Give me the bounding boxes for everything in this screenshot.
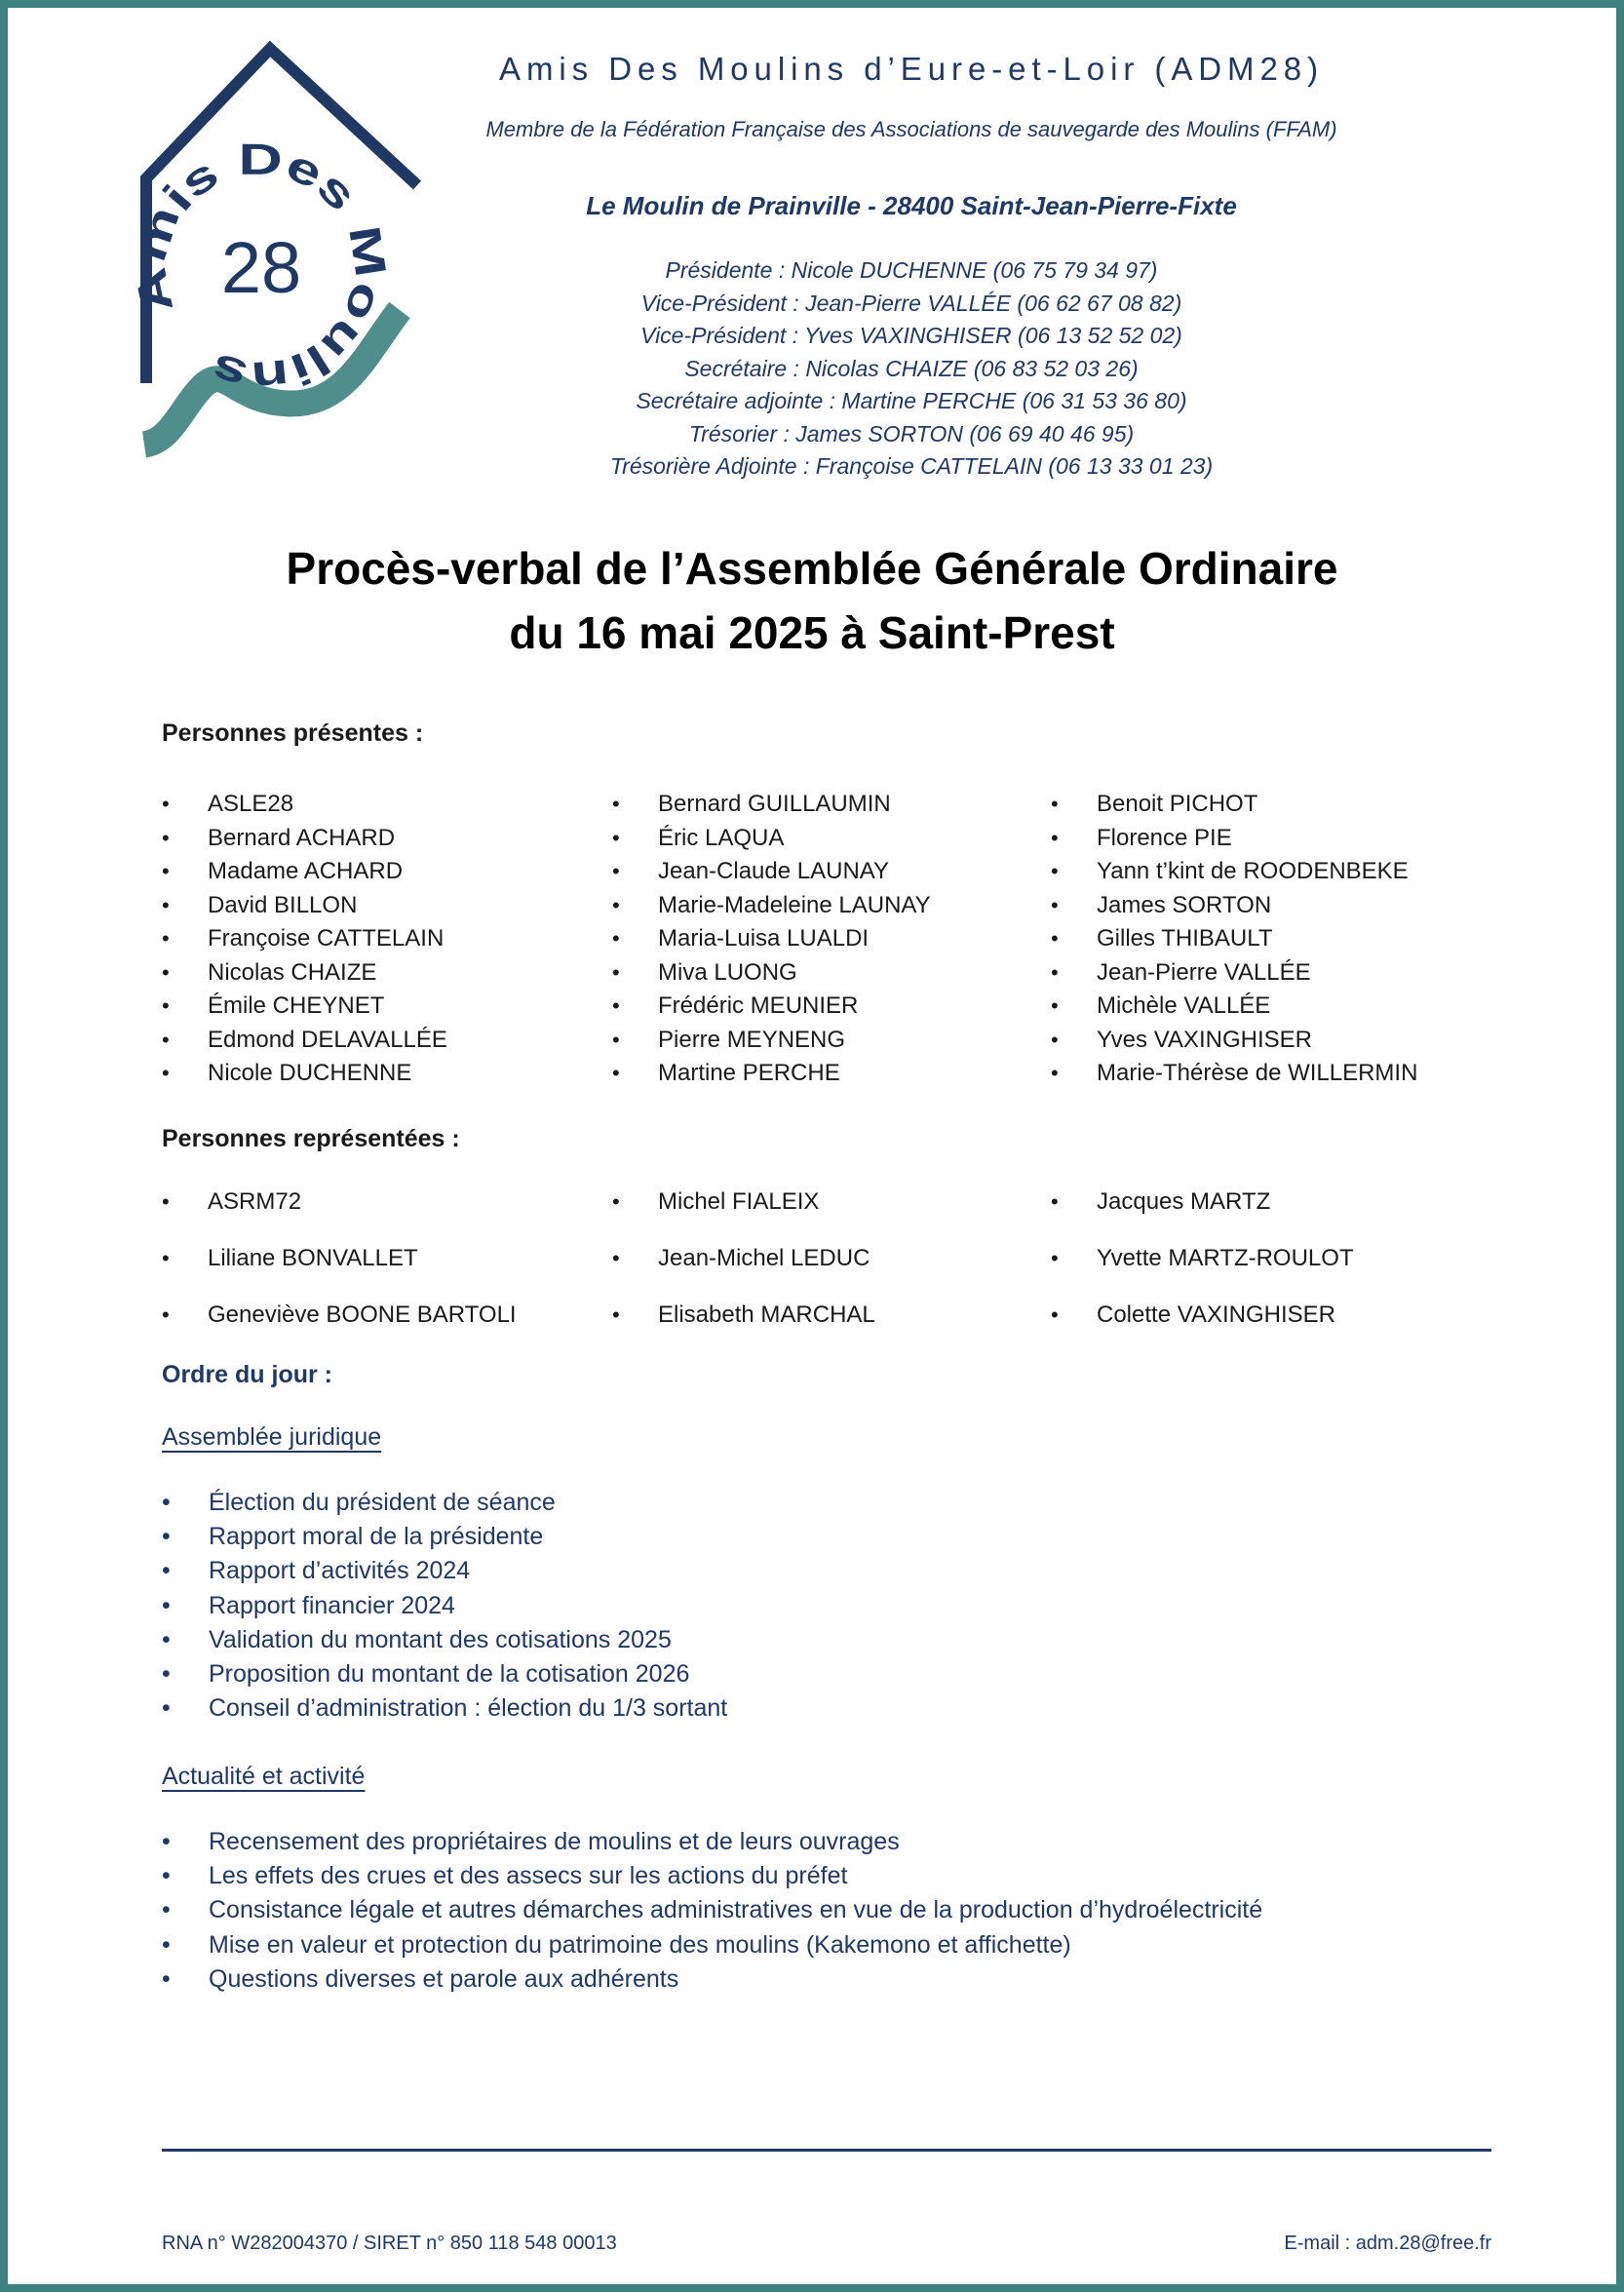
attendees-column-3 (1051, 788, 1517, 1091)
org-address: Le Moulin de Prainville - 28400 Saint-Jean-Pierre-Fixte (586, 191, 1237, 220)
document-title-line2: du 16 mai 2025 à Saint-Prest (509, 607, 1115, 658)
agenda-item: • Rapport financier 2024 (162, 1589, 727, 1623)
attendee: • Nicolas CHAIZE (162, 956, 612, 991)
attendees-column-1 (162, 788, 612, 1091)
agenda-section-title-juridique: Assemblée juridique (162, 1423, 382, 1451)
agenda-item: • Consistance légale et autres démarches administratives en vue de la production d’hydroélectricité (162, 1893, 1262, 1927)
agenda-heading: Ordre du jour : (162, 1361, 332, 1388)
agenda-list-actualite (162, 1825, 1262, 1997)
represented-person: • ASRM72 (162, 1174, 612, 1230)
represented-person: • Liliane BONVALLET (162, 1230, 612, 1287)
agenda-item: • Proposition du montant de la cotisation 2026 (162, 1657, 727, 1691)
represented-column-3 (1051, 1174, 1517, 1343)
agenda-item: • Élection du président de séance (162, 1486, 727, 1520)
footer-registration: RNA n° W282004370 / SIRET n° 850 118 548 00013 (162, 2233, 617, 2254)
represented-person: • Michel FIALEIX (612, 1174, 1051, 1230)
officer-line: Vice-Président : Yves VAXINGHISER (06 13 52 52 02) (640, 323, 1182, 348)
attendee: • ASLE28 (162, 788, 612, 822)
attendee: • Martine PERCHE (612, 1057, 1051, 1091)
officer-line: Trésorier : James SORTON (06 69 40 46 95) (688, 420, 1135, 447)
represented-heading: Personnes représentées : (162, 1125, 460, 1152)
agenda-list-juridique (162, 1486, 727, 1726)
attendee: • Gilles THIBAULT (1051, 922, 1517, 956)
officer-line: Secrétaire : Nicolas CHAIZE (06 83 52 03 26) (684, 355, 1139, 381)
attendee: • Yves VAXINGHISER (1051, 1024, 1517, 1058)
logo-center-number: 28 (220, 227, 302, 308)
document-title (8, 536, 1616, 665)
agenda-item: • Validation du montant des cotisations 2025 (162, 1623, 727, 1657)
officer-line: Trésorière Adjointe : Françoise CATTELAIN (06 13 33 01 23) (609, 453, 1214, 479)
agenda-item: • Conseil d’administration : élection du 1/3 sortant (162, 1691, 727, 1726)
attendee: • Nicole DUCHENNE (162, 1057, 612, 1091)
attendee: • Benoit PICHOT (1051, 788, 1517, 822)
footer-divider (162, 2149, 1491, 2152)
attendee: • Jean-Pierre VALLÉE (1051, 956, 1517, 991)
represented-person: • Colette VAXINGHISER (1051, 1287, 1517, 1343)
attendee: • Edmond DELAVALLÉE (162, 1024, 612, 1058)
represented-person: • Yvette MARTZ-ROULOT (1051, 1230, 1517, 1287)
attendees-column-2 (612, 788, 1051, 1091)
officer-line: Présidente : Nicole DUCHENNE (06 75 79 34 97) (665, 257, 1158, 283)
attendee: • David BILLON (162, 889, 612, 923)
represented-column-1 (162, 1174, 612, 1343)
org-title: Amis Des Moulins d’Eure-et-Loir (ADM28) (499, 51, 1324, 87)
officer-line: Vice-Président : Jean-Pierre VALLÉE (06 62 67 08 82) (640, 290, 1182, 316)
attendee: • Bernard ACHARD (162, 822, 612, 856)
agenda-item: • Rapport moral de la présidente (162, 1520, 727, 1554)
agenda-item: • Questions diverses et parole aux adhérents (162, 1962, 1262, 1997)
attendee: • Émile CHEYNET (162, 990, 612, 1024)
represented-person: • Jacques MARTZ (1051, 1174, 1517, 1230)
footer-email: E-mail : adm.28@free.fr (1284, 2233, 1491, 2254)
represented-person: • Jean-Michel LEDUC (612, 1230, 1051, 1287)
agenda-item: • Recensement des propriétaires de moulins et de leurs ouvrages (162, 1825, 1262, 1859)
org-membership: Membre de la Fédération Française des Associations de sauvegarde des Moulins (FFAM) (485, 117, 1337, 141)
attendee: • Bernard GUILLAUMIN (612, 788, 1051, 822)
logo-circle-text: Amis Des Moulins (125, 134, 395, 403)
attendee: • James SORTON (1051, 889, 1517, 923)
org-header (370, 51, 1452, 484)
represented-columns (162, 1174, 1517, 1343)
agenda-item: • Rapport d’activités 2024 (162, 1554, 727, 1588)
attendee: • Maria-Luisa LUALDI (612, 922, 1051, 956)
attendee: • Michèle VALLÉE (1051, 990, 1517, 1024)
attendee: • Françoise CATTELAIN (162, 922, 612, 956)
agenda-section-title-actualite: Actualité et activité (162, 1763, 366, 1790)
attendee: • Marie-Madeleine LAUNAY (612, 889, 1051, 923)
officers-list (370, 254, 1452, 484)
attendee: • Madame ACHARD (162, 855, 612, 889)
represented-person: • Elisabeth MARCHAL (612, 1287, 1051, 1343)
attendees-heading: Personnes présentes : (162, 719, 424, 747)
attendee: • Miva LUONG (612, 956, 1051, 991)
attendee: • Frédéric MEUNIER (612, 990, 1051, 1024)
attendee: • Éric LAQUA (612, 822, 1051, 856)
represented-column-2 (612, 1174, 1051, 1343)
document-title-line1: Procès-verbal de l’Assemblée Générale Ordinaire (286, 543, 1338, 594)
represented-person: • Geneviève BOONE BARTOLI (162, 1287, 612, 1343)
officer-line: Secrétaire adjointe : Martine PERCHE (06 31 53 36 80) (636, 388, 1187, 413)
agenda-item: • Mise en valeur et protection du patrimoine des moulins (Kakemono et affichette) (162, 1928, 1262, 1962)
agenda-item: • Les effets des crues et des assecs sur les actions du préfet (162, 1859, 1262, 1893)
attendee: • Florence PIE (1051, 822, 1517, 856)
attendee: • Marie-Thérèse de WILLERMIN (1051, 1057, 1517, 1091)
attendee: • Yann t’kint de ROODENBEKE (1051, 855, 1517, 889)
attendee: • Pierre MEYNENG (612, 1024, 1051, 1058)
attendee: • Jean-Claude LAUNAY (612, 855, 1051, 889)
attendees-columns (162, 788, 1517, 1091)
